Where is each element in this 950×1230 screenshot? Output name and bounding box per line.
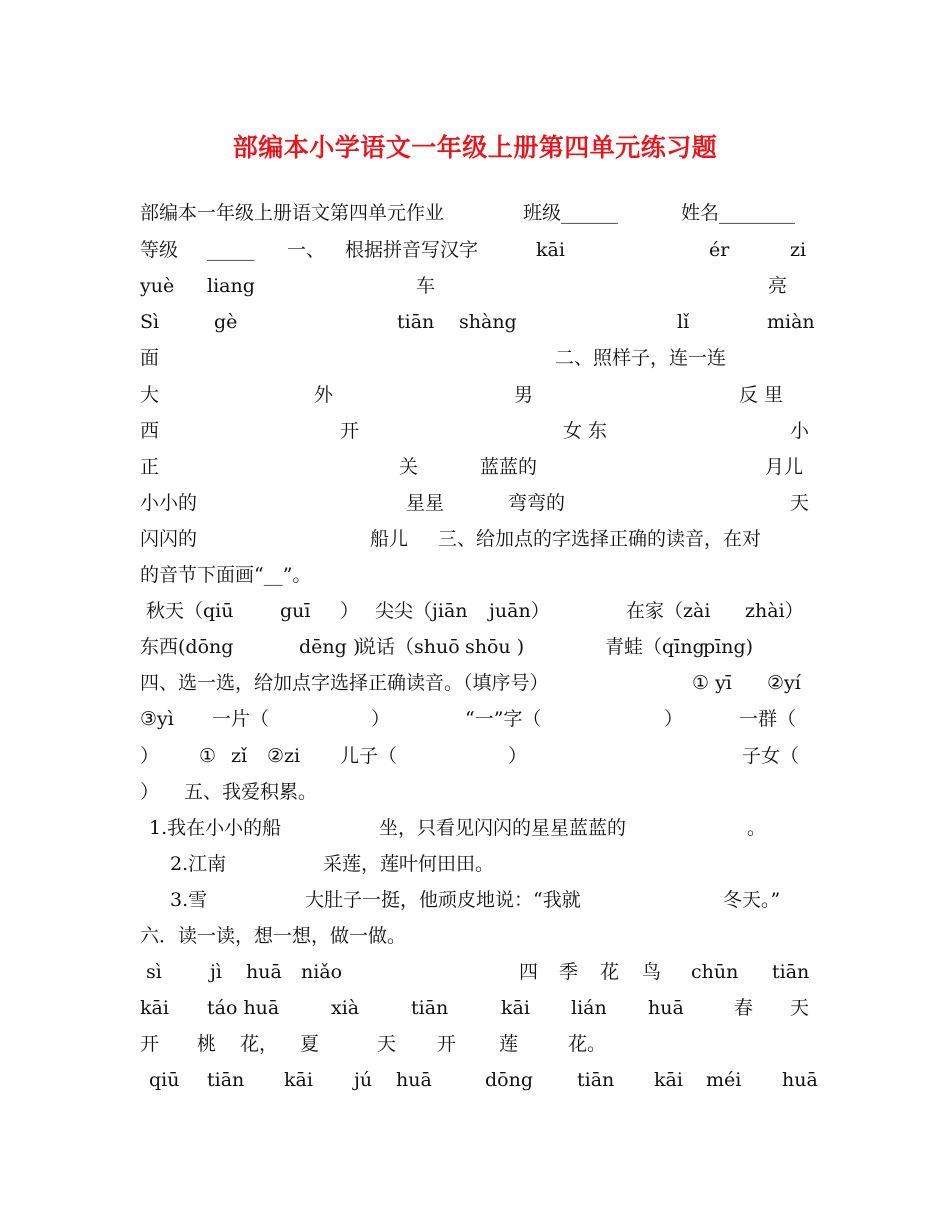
text-segment: tiān [207,1069,245,1091]
text-line [140,813,812,843]
text-line [140,488,812,518]
text-segment: 东西(dōng [140,636,234,658]
text-segment: 闪闪的 [140,528,198,550]
text-segment: huā [782,1069,818,1091]
text-segment: ） [140,781,160,803]
text-segment: sì [146,961,162,983]
text-segment: ②yí [767,672,801,694]
text-segment: méi [706,1069,742,1091]
text-segment: 莲 [499,1033,519,1055]
text-segment: dōng [485,1069,534,1091]
text-segment: 子女（ [742,745,800,767]
text-line [140,452,812,482]
text-segment: 1.我在小小的船 [149,817,282,839]
text-segment: ③yì [140,708,174,730]
text-segment: ） [664,708,684,730]
text-line [140,632,812,662]
text-line [140,198,812,228]
text-segment: ① [199,745,217,767]
text-segment: 2.江南 [170,853,227,875]
text-line [140,921,812,951]
text-line [140,307,815,337]
text-segment: 船儿 [370,528,409,550]
text-segment: 小小的 [140,492,198,514]
text-segment: 六．读一读，想一想，做一做。 [140,925,407,947]
text-segment: 部编本一年级上册语文第四单元作业 [140,202,445,224]
text-segment: 一片（ [212,708,270,730]
text-line [140,271,812,301]
text-segment: 秋天（qiū [146,600,234,622]
text-segment: 三、给加点的字选择正确的读音，在对 [438,528,762,550]
text-segment: _____ [207,239,255,261]
text-segment: huā [648,997,684,1019]
text-line [140,741,812,771]
text-segment: zi [790,239,807,261]
text-segment: 男 [514,384,534,406]
text-segment: gè [214,311,238,333]
text-segment: 的音节下面画“__”。 [140,564,312,586]
text-segment: huā [246,961,282,983]
text-segment: 一、 [287,239,326,261]
text-segment: qiū [149,1069,180,1091]
text-segment: 关 [399,456,419,478]
text-line [140,885,812,915]
text-segment: yuè [140,275,175,297]
text-segment: 蓝蓝的 [480,456,538,478]
text-segment: 儿子（ [340,745,398,767]
text-line [140,1065,818,1095]
text-segment: 青蛙（qīng [605,636,705,658]
text-segment: 反 里 [739,384,784,406]
text-line [140,777,812,807]
text-segment: kāi [140,997,169,1019]
text-segment: jú [354,1069,373,1091]
text-segment: 一群（ [739,708,797,730]
text-segment: kāi [501,997,530,1019]
text-segment: miàn [767,311,815,333]
text-segment: ） [508,745,528,767]
text-segment: ） [140,745,160,767]
text-line [140,235,812,265]
text-segment: 等级 [140,239,179,261]
text-segment: 季 [559,961,579,983]
text-segment: lián [571,997,607,1019]
text-line [140,993,812,1023]
text-segment: niǎo [301,961,343,983]
text-segment: 根据拼音写汉字 [345,239,479,261]
text-segment: 花 [600,961,620,983]
text-segment: 冬天。” [723,889,781,911]
text-segment: 姓名________ [681,202,796,224]
text-segment: ） [371,708,391,730]
text-segment: kāi [654,1069,683,1091]
text-segment: jì [210,961,222,983]
text-segment: dēng ) [299,636,361,658]
text-segment: 。 [747,817,767,839]
text-segment: 天 [377,1033,397,1055]
text-segment: 小 [790,420,810,442]
text-segment: 开 [140,1033,160,1055]
text-segment: 亮 [768,275,788,297]
text-line [140,668,812,698]
text-segment: liang [207,275,255,297]
text-segment: 坐，只看见闪闪的星星蓝蓝的 [379,817,627,839]
text-segment: shōu ) [465,636,525,658]
text-segment: 弯弯的 [508,492,566,514]
text-segment: chūn [691,961,739,983]
text-segment: “一”字（ [465,708,542,730]
text-segment: 大肚子一挺，他顽皮地说：“我就 [305,889,581,911]
text-segment: ① yī [692,672,732,694]
text-line [140,524,812,554]
text-segment: 月儿 [765,456,804,478]
text-segment: xià [331,997,360,1019]
text-segment: 3.雪 [170,889,208,911]
text-segment: 面 [140,347,160,369]
text-segment: zhài） [745,600,804,622]
text-segment: tiān [411,997,449,1019]
text-segment: ér [709,239,730,261]
text-segment: tiān [397,311,435,333]
text-segment: 四 [519,961,539,983]
text-segment: 尖尖（jiān [375,600,468,622]
text-segment: lǐ [677,311,690,333]
text-segment: 天 [790,997,810,1019]
page-title: 部编本小学语文一年级上册第四单元练习题 [232,133,718,162]
text-segment: 采莲，莲叶何田田。 [323,853,495,875]
text-segment: kāi [536,239,565,261]
text-segment: 二、照样子，连一连 [555,347,727,369]
text-segment: guī [280,600,311,622]
text-segment: 大 [140,384,160,406]
text-segment: tiān [577,1069,615,1091]
text-segment: 开 [340,420,360,442]
text-segment: 五、我爱积累。 [184,781,318,803]
text-segment: 花。 [568,1033,607,1055]
text-segment: kāi [284,1069,313,1091]
text-line [140,704,812,734]
text-segment: 正 [140,456,160,478]
text-line [140,849,812,879]
text-line [140,380,812,410]
text-segment: 桃 [197,1033,217,1055]
text-line [140,416,812,446]
text-segment: 鸟 [642,961,662,983]
text-segment: juān） [489,600,550,622]
text-line [140,560,812,590]
text-segment: zǐ [231,745,248,767]
text-segment: 开 [437,1033,457,1055]
text-segment: ） [340,600,360,622]
text-segment: shàng [459,311,517,333]
text-segment: 夏 [300,1033,320,1055]
text-segment: 花， [240,1033,279,1055]
text-line [140,957,812,987]
text-segment: 西 [140,420,160,442]
text-line [140,596,812,626]
text-segment: Sì [140,311,160,333]
text-segment: tiān [772,961,810,983]
text-segment: 说话（shuō [357,636,460,658]
text-segment: 车 [416,275,436,297]
text-line [140,1029,812,1059]
text-segment: ②zi [267,745,301,767]
text-segment: 在家（zài [626,600,711,622]
text-segment: 四、选一选，给加点字选择正确读音。（填序号） [140,672,549,694]
text-segment: pīng) [703,636,754,658]
text-segment: 女 东 [563,420,608,442]
text-segment: 星星 [406,492,445,514]
text-segment: huā [396,1069,432,1091]
text-segment: táo huā [207,997,280,1019]
text-segment: 天 [790,492,810,514]
text-segment: 外 [314,384,334,406]
text-segment: 班级______ [523,202,619,224]
text-segment: 春 [734,997,754,1019]
text-line [140,343,812,373]
